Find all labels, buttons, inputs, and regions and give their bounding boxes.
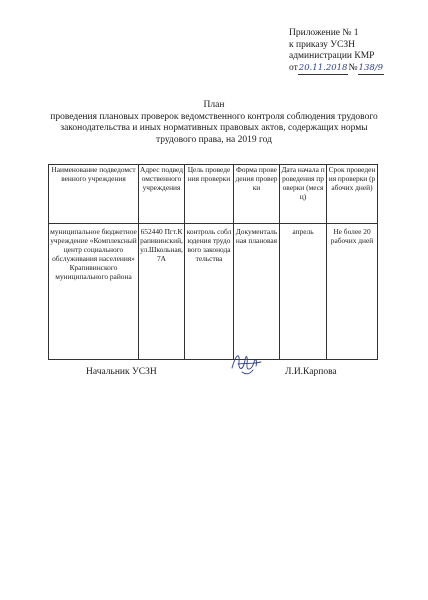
header-duration: Срок проведения проверки (рабочих дней) [327,165,378,224]
table-row [49,224,378,360]
appendix-line-2: к приказу УСЗН [289,39,355,50]
title-line-4: трудового права, на 2019 год [156,134,272,145]
title-line-1: План [203,100,225,110]
cell-purpose: контроль соблюдения трудового законодательства [185,224,234,360]
header-address: Адрес подведомственного учреждения [139,165,185,224]
signoff-position: Начальник УСЗН [86,367,157,377]
date-prefix: от [289,62,298,73]
appendix-line-3: администрации КМР [289,51,375,61]
header-purpose: Цель проведения проверки [185,165,234,224]
cell-start-month: апрель [280,224,327,360]
header-start-date: Дата начала проведения проверки (месяц) [280,165,327,224]
signoff-name: Л.И.Карпова [285,367,337,377]
header-institution-name: Наименование подведомственного учреждения [49,165,139,224]
signature-image [228,348,264,378]
handwritten-number: 138/9 [358,62,384,73]
number-sign: № [348,62,358,73]
table-header-row [49,165,378,224]
cell-address: 652440 Пгт.Крапивинский, ул.Школьная, 7А [139,224,185,360]
document-title [0,100,428,146]
cell-duration: Не более 20 рабочих дней [327,224,378,360]
title-line-2: проведения плановых проверок ведомственного контроля соблюдения трудового [50,111,378,122]
cell-form: Документальная плановая [234,224,280,360]
header-form: Форма проведения проверки [234,165,280,224]
appendix-line-1: Приложение № 1 [289,28,359,38]
appendix-block [289,28,384,75]
cell-institution-name: муниципальное бюджетное учреждение «Комплексный центр социального обслуживания населения» Крапивинского муниципального района [49,224,139,360]
inspection-plan-table [48,164,378,360]
appendix-date-line [289,63,384,76]
title-line-3: законодательства и иных нормативных правовых актов, содержащих нормы [60,123,368,133]
handwritten-date: 20.11.2018 [298,62,348,73]
